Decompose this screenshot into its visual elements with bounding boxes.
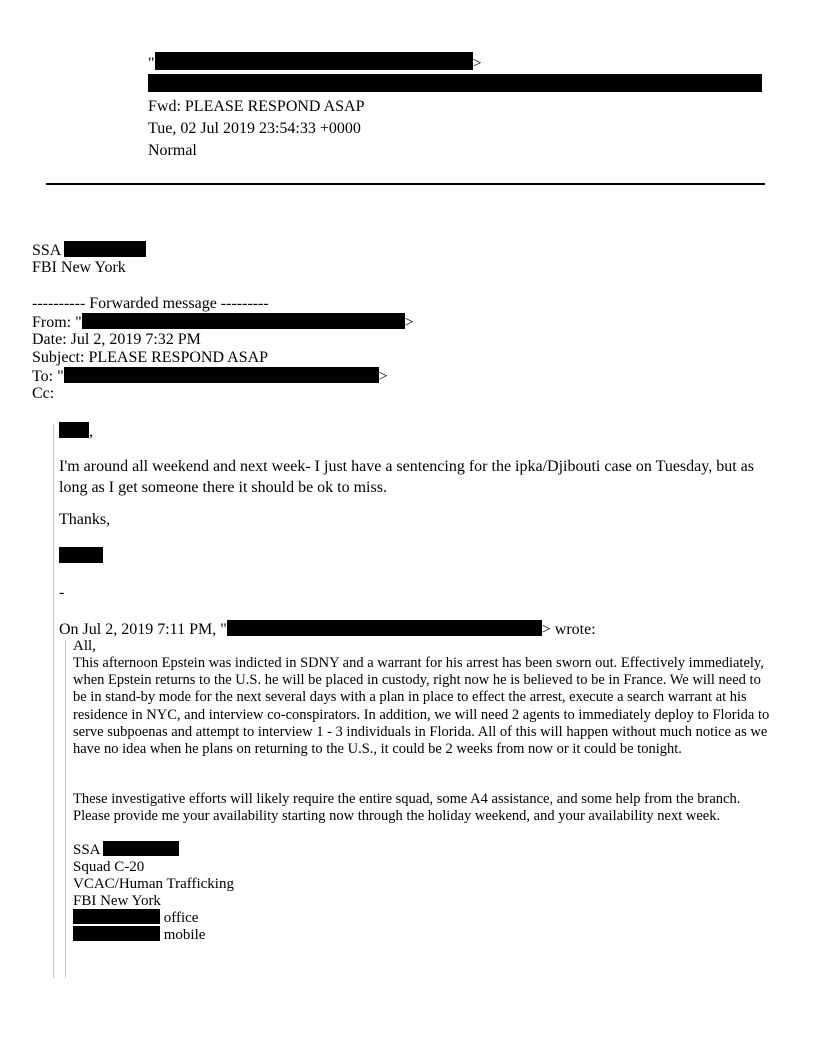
reply-signature-redaction (59, 547, 103, 566)
forwarded-to-line: To: " > (32, 368, 388, 385)
redaction-box (82, 313, 405, 329)
redaction-box (59, 547, 103, 563)
quote-bar-inner (65, 640, 66, 978)
quoted-signature-unit: VCAC/Human Trafficking (73, 876, 234, 892)
redaction-box (73, 926, 160, 941)
quoted-signature-title: SSA (73, 841, 179, 859)
quoted-salutation: All, (73, 638, 96, 654)
quoted-paragraph-2: These investigative efforts will likely require the entire squad, some A4 assistance, and some help from the branch. Please provide me your availability starting now through the holiday weekend, and your availability next week. (73, 791, 741, 825)
reply-greeting: , (59, 422, 93, 441)
reply-body: I'm around all weekend and next week- I just have a sentencing for the ipka/Djibouti case on Tuesday, but as long as I get someone there it should be ok to miss. (59, 458, 754, 496)
forwarded-divider: ---------- Forwarded message --------- (32, 295, 269, 312)
header-divider (46, 183, 765, 185)
quoted-paragraph-1: This afternoon Epstein was indicted in SDNY and a warrant for his arrest has been sworn out. Effectively immediately, when Epstein returns to the U.S. he will be placed in custody, right now he is believed to be in France. We will need to be in stand-by mode for the next several days with a plan in place to effect the arrest, execute a search warrant at his residence in NYC, and interview co-conspirators. In addition, we will need 2 agents to immediately deploy to Florida to serve subpoenas and attempt to interview 1 - 3 individuals in Florida. All of this will happen without much notice as we have no idea when he plans on returning to the U.S., it could be 2 weeks from now or it could be tonight. (73, 655, 770, 758)
redaction-box (155, 52, 473, 70)
quoted-signature-squad: Squad C-20 (73, 859, 145, 875)
to-value (148, 74, 762, 97)
forwarded-subject-line: Subject: PLEASE RESPOND ASAP (32, 349, 269, 366)
forwarded-from-line: From: " > (32, 314, 414, 331)
from-value: " > (148, 52, 482, 75)
redaction-box (148, 74, 762, 92)
redaction-box (64, 241, 146, 257)
redaction-box (103, 841, 179, 856)
importance-value: Normal (148, 142, 197, 159)
reply-dash: - (59, 584, 65, 601)
redaction-box (73, 909, 160, 924)
date-value: Tue, 02 Jul 2019 23:54:33 +0000 (148, 120, 361, 137)
signature-title-line: SSA (32, 241, 146, 260)
signature-office: FBI New York (32, 259, 126, 276)
redaction-box (227, 620, 542, 636)
redaction-box (64, 367, 379, 383)
quoted-phone-office: office (73, 909, 198, 927)
subject-value: Fwd: PLEASE RESPOND ASAP (148, 98, 365, 115)
quote-bar-outer (53, 424, 54, 978)
redaction-box (59, 422, 89, 438)
quoted-signature-office: FBI New York (73, 893, 161, 909)
quote-intro-line: On Jul 2, 2019 7:11 PM, " > wrote: (59, 621, 596, 638)
forwarded-date-line: Date: Jul 2, 2019 7:32 PM (32, 331, 201, 348)
reply-thanks: Thanks, (59, 511, 111, 528)
quoted-phone-mobile: mobile (73, 926, 205, 944)
forwarded-cc-line: Cc: (32, 385, 55, 402)
